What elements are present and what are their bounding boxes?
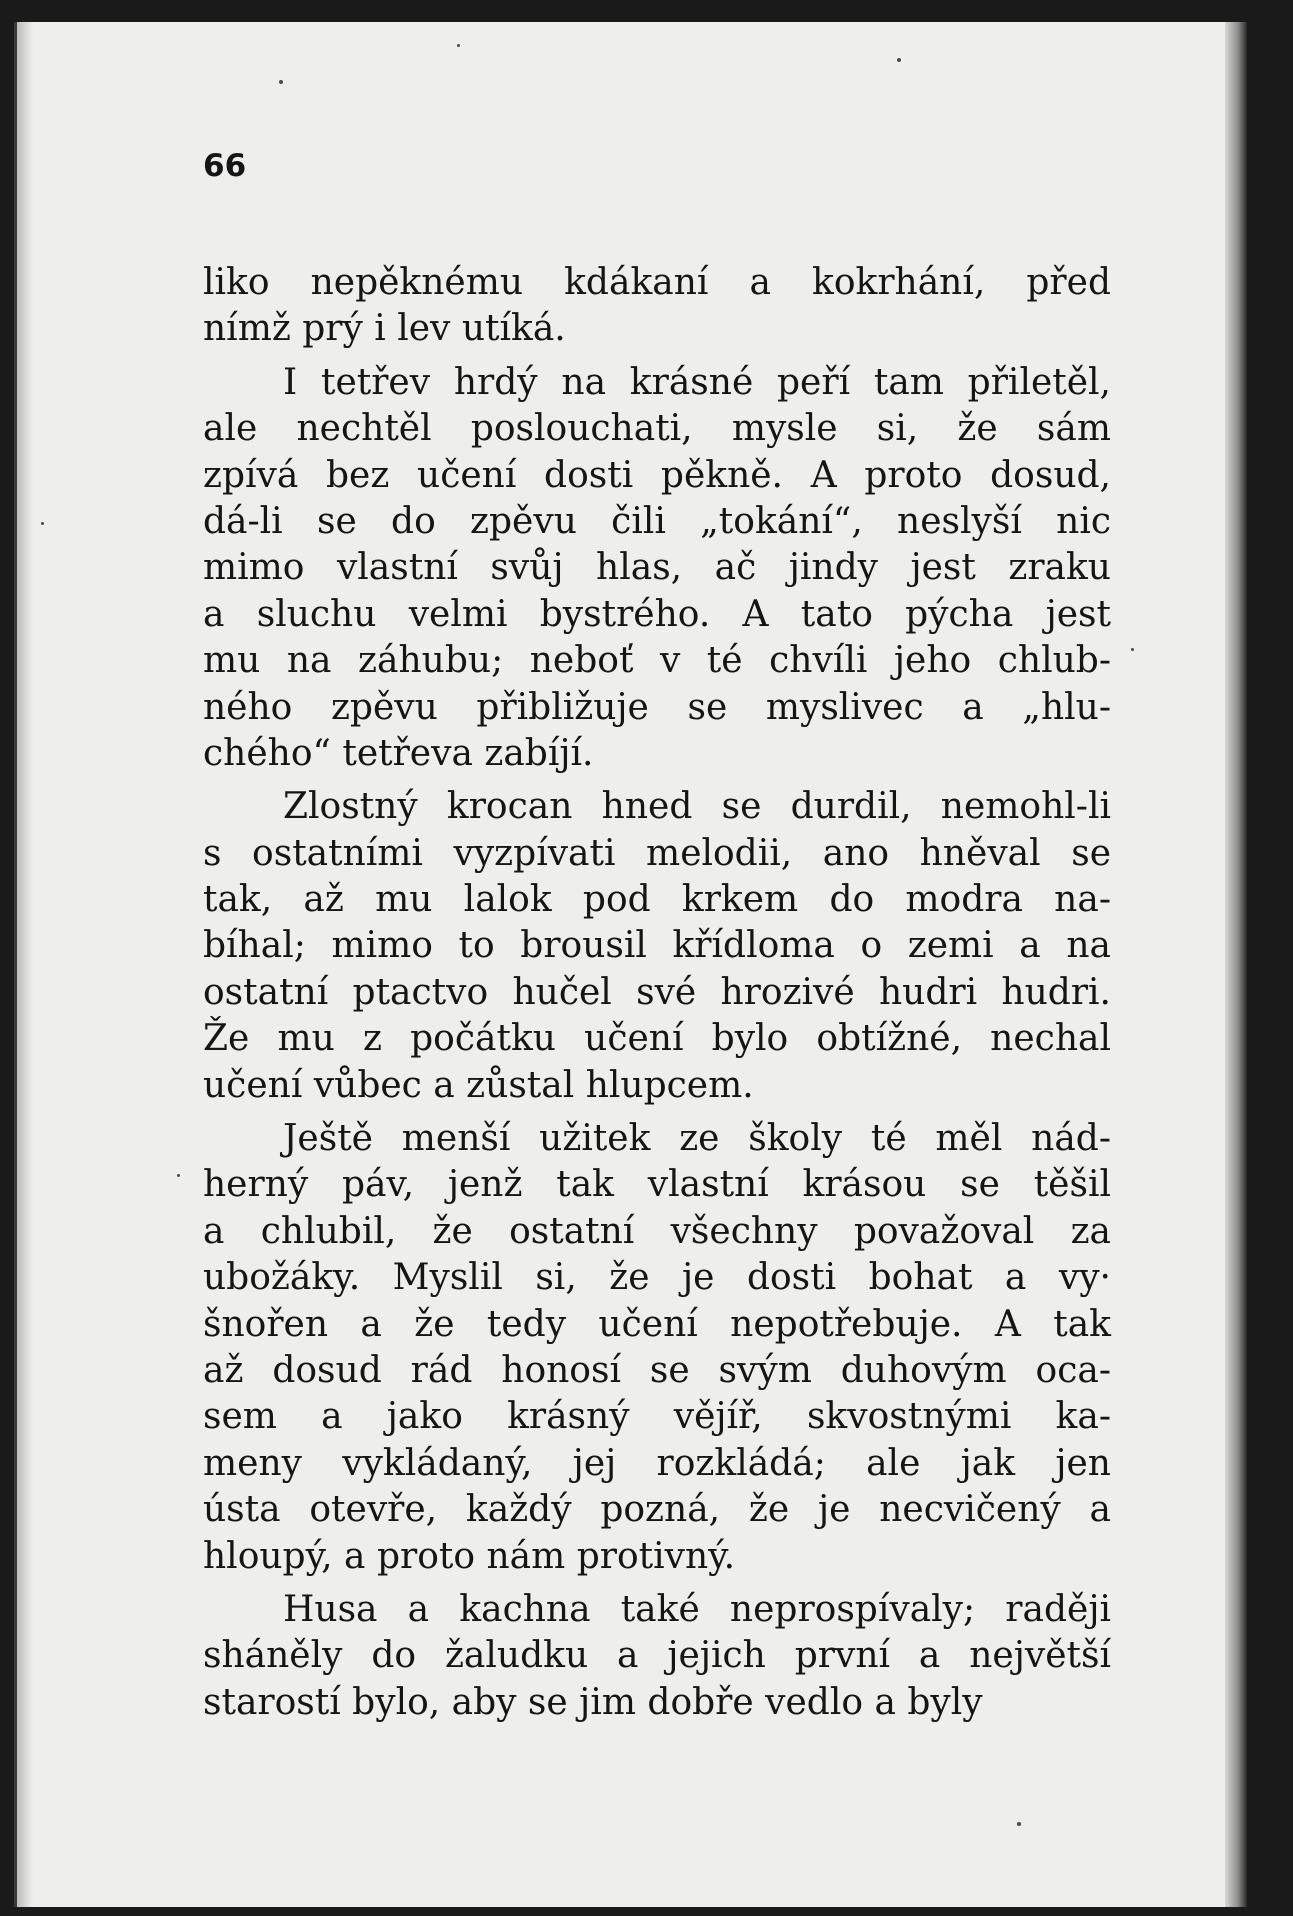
- text-line: sháněly do žaludku a jejich první a největší: [203, 1635, 1111, 1677]
- text-line: liko nepěknému kdákaní a kokrhání, před: [203, 262, 1111, 303]
- text-line: Ještě menší užitek ze školy té měl nád-: [283, 1118, 1111, 1160]
- text-line: a sluchu velmi bystrého. A tato pýcha jest: [203, 593, 1111, 635]
- text-line: hloupý, a proto nám protivný.: [203, 1535, 736, 1577]
- scan-speck: [457, 44, 460, 47]
- paragraph: [203, 360, 1111, 778]
- page-gutter-shadow: [17, 22, 33, 1907]
- text-line: dá-li se do zpěvu čili „tokání“, neslyší nic: [203, 500, 1111, 542]
- scan-speck: [1017, 1822, 1021, 1826]
- text-line: nímž prý i lev utíká.: [203, 308, 566, 350]
- paragraph: [203, 1587, 1111, 1726]
- text-line: starostí bylo, aby se jim dobře vedlo a byly: [203, 1681, 983, 1723]
- scan-speck: [177, 1174, 180, 1177]
- text-line: Že mu z počátku učení bylo obtížné, nechal: [203, 1018, 1111, 1060]
- text-line: Husa a kachna také neprospívaly; raději: [283, 1588, 1111, 1630]
- text-line: I tetřev hrdý na krásné peří tam přiletěl,: [283, 361, 1111, 403]
- scan-speck: [897, 58, 901, 62]
- scan-speck: [1131, 648, 1134, 651]
- text-line: šnořen a že tedy učení nepotřebuje. A tak: [203, 1303, 1111, 1345]
- paragraph: [203, 1116, 1111, 1580]
- text-line: mimo vlastní svůj hlas, ač jindy jest zraku: [203, 547, 1111, 589]
- body-text: [203, 260, 1111, 1726]
- scan-speck: [41, 522, 44, 525]
- text-line: zpívá bez učení dosti pěkně. A proto dosud,: [203, 454, 1111, 496]
- text-line: ostatní ptactvo hučel své hrozivé hudri hudri.: [203, 971, 1111, 1013]
- text-line: a chlubil, že ostatní všechny považoval za: [203, 1210, 1111, 1252]
- text-line: Zlostný krocan hned se durdil, nemohl-li: [283, 786, 1111, 828]
- text-line: ústa otevře, každý pozná, že je necvičený a: [203, 1489, 1111, 1531]
- page-edge: [1225, 22, 1247, 1907]
- paragraph: [203, 784, 1111, 1109]
- text-line: až dosud rád honosí se svým duhovým oca-: [203, 1349, 1111, 1391]
- text-line: ného zpěvu přibližuje se myslivec a „hlu-: [203, 686, 1111, 728]
- text-line: herný páv, jenž tak vlastní krásou se těšil: [203, 1164, 1111, 1206]
- paragraph: [203, 260, 1111, 353]
- text-line: bíhal; mimo to brousil křídloma o zemi a na: [203, 925, 1111, 967]
- text-line: ubožáky. Myslil si, že je dosti bohat a vy·: [203, 1257, 1111, 1299]
- text-line: chého“ tetřeva zabíjí.: [203, 732, 594, 774]
- text-line: učení vůbec a zůstal hlupcem.: [203, 1064, 754, 1106]
- text-line: mu na záhubu; neboť v té chvíli jeho chlub-: [203, 640, 1111, 682]
- text-line: meny vykládaný, jej rozkládá; ale jak jen: [203, 1442, 1111, 1484]
- text-line: tak, až mu lalok pod krkem do modra na-: [203, 879, 1111, 921]
- scan-speck: [279, 80, 283, 84]
- text-line: sem a jako krásný vějíř, skvostnými ka-: [203, 1396, 1111, 1438]
- book-page: [14, 22, 1247, 1907]
- text-line: s ostatními vyzpívati melodii, ano hněval se: [203, 832, 1111, 874]
- text-line: ale nechtěl poslouchati, mysle si, že sám: [203, 408, 1111, 450]
- page-number: 66: [203, 148, 247, 184]
